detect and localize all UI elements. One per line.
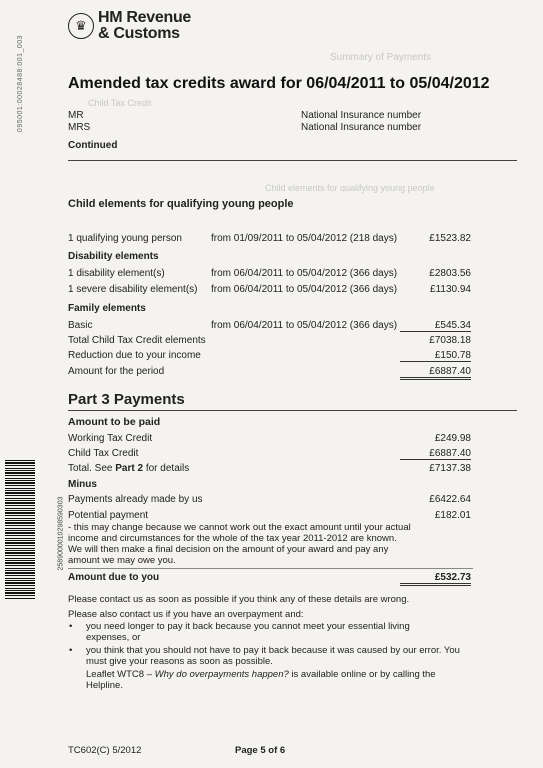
divider xyxy=(68,410,517,411)
ctc-amount: £6887.40 xyxy=(400,448,471,460)
divider xyxy=(68,160,517,161)
contact-paragraph-1: Please contact us as soon as possible if you think any of these details are wrong. xyxy=(68,594,410,605)
bullet-icon: • xyxy=(69,621,73,632)
ni-label-2: National Insurance number xyxy=(301,122,422,133)
ghost-text: Child Tax Credit xyxy=(88,98,152,108)
already-paid-amount: £6422.64 xyxy=(429,494,471,505)
period-amount-label: Amount for the period xyxy=(68,366,165,377)
amount-due-label: Amount due to you xyxy=(68,572,160,583)
total-ctc-label: Total Child Tax Credit elements xyxy=(68,335,206,346)
page-number: Page 5 of 6 xyxy=(235,745,286,756)
divider xyxy=(68,568,473,569)
margin-reference: 095001:00028488:001_003 xyxy=(17,34,25,133)
potential-label: Potential payment xyxy=(68,510,149,521)
disability-heading: Disability elements xyxy=(68,251,159,262)
leaflet-reference: Leaflet WTC8 – Why do overpayments happen? is available online or by calling the Helpline. xyxy=(86,669,436,691)
overpayment-reason-2: you think that you should not have to pay it back because it was caused by our error. You must give your reasons as soon as possible. xyxy=(86,645,460,667)
total-amount: £7137.38 xyxy=(429,463,471,474)
qyp-amount: £1523.82 xyxy=(429,233,471,244)
wtc-label: Working Tax Credit xyxy=(68,433,153,444)
potential-note: - this may change because we cannot work out the exact amount until your actual income and circumstances for the whole of the tax year 2011-2012 are known. We will then make a final decision on the amount of your award and pay any amount we may owe you. xyxy=(68,522,411,566)
wtc-amount: £249.98 xyxy=(434,433,471,444)
to-be-paid-heading: Amount to be paid xyxy=(68,416,161,428)
crown-crest-icon: ♛ xyxy=(68,13,94,39)
basic-label: Basic xyxy=(68,320,93,331)
ni-label-1: National Insurance number xyxy=(301,110,422,121)
claimant-name-2: MRS xyxy=(68,122,91,133)
child-section-heading: Child elements for qualifying young people xyxy=(68,198,294,210)
qyp-period: from 01/09/2011 to 05/04/2012 (218 days) xyxy=(211,233,398,244)
reduction-label: Reduction due to your income xyxy=(68,350,201,361)
logo-line1: HM Revenue xyxy=(98,9,192,26)
overpayment-reason-1: you need longer to pay it back because you cannot meet your essential living expenses, or xyxy=(86,621,410,643)
claimant-name-1: MR xyxy=(68,110,84,121)
already-paid-label: Payments already made by us xyxy=(68,494,203,505)
ghost-text: Summary of Payments xyxy=(330,52,432,63)
family-heading: Family elements xyxy=(68,303,146,314)
minus-label: Minus xyxy=(68,479,97,490)
reduction-amount: £150.78 xyxy=(400,350,471,362)
qyp-label: 1 qualifying young person xyxy=(68,233,182,244)
logo-line2: & Customs xyxy=(98,25,180,42)
amount-due-value: £532.73 xyxy=(400,572,471,586)
total-ctc-amount: £7038.18 xyxy=(429,335,471,346)
part3-title: Part 3 Payments xyxy=(68,391,185,408)
dis2-amount: £1130.94 xyxy=(430,284,471,295)
ghost-text: Child elements for qualifying young people xyxy=(265,183,435,193)
period-amount-value: £6887.40 xyxy=(400,366,471,380)
dis2-label: 1 severe disability element(s) xyxy=(68,284,198,295)
page-title: Amended tax credits award for 06/04/2011 to 05/04/2012 xyxy=(68,75,490,92)
ctc-label: Child Tax Credit xyxy=(68,448,139,459)
barcode xyxy=(5,460,35,600)
total-label: Total. See Part 2 for details xyxy=(68,463,190,474)
basic-period: from 06/04/2011 to 05/04/2012 (366 days) xyxy=(211,320,398,331)
continued-label: Continued xyxy=(68,140,118,151)
form-reference: TC602(C) 5/2012 xyxy=(68,745,142,756)
dis1-period: from 06/04/2011 to 05/04/2012 (366 days) xyxy=(211,268,398,279)
bullet-icon: • xyxy=(69,645,73,656)
contact-paragraph-2: Please also contact us if you have an overpayment and: xyxy=(68,609,304,620)
potential-amount: £182.01 xyxy=(434,510,471,521)
barcode-number: 2589000010298590303 xyxy=(57,496,65,571)
basic-amount: £545.34 xyxy=(400,320,471,332)
dis1-label: 1 disability element(s) xyxy=(68,268,165,279)
dis1-amount: £2803.56 xyxy=(429,268,471,279)
dis2-period: from 06/04/2011 to 05/04/2012 (366 days) xyxy=(211,284,398,295)
hmrc-logo xyxy=(68,10,191,42)
